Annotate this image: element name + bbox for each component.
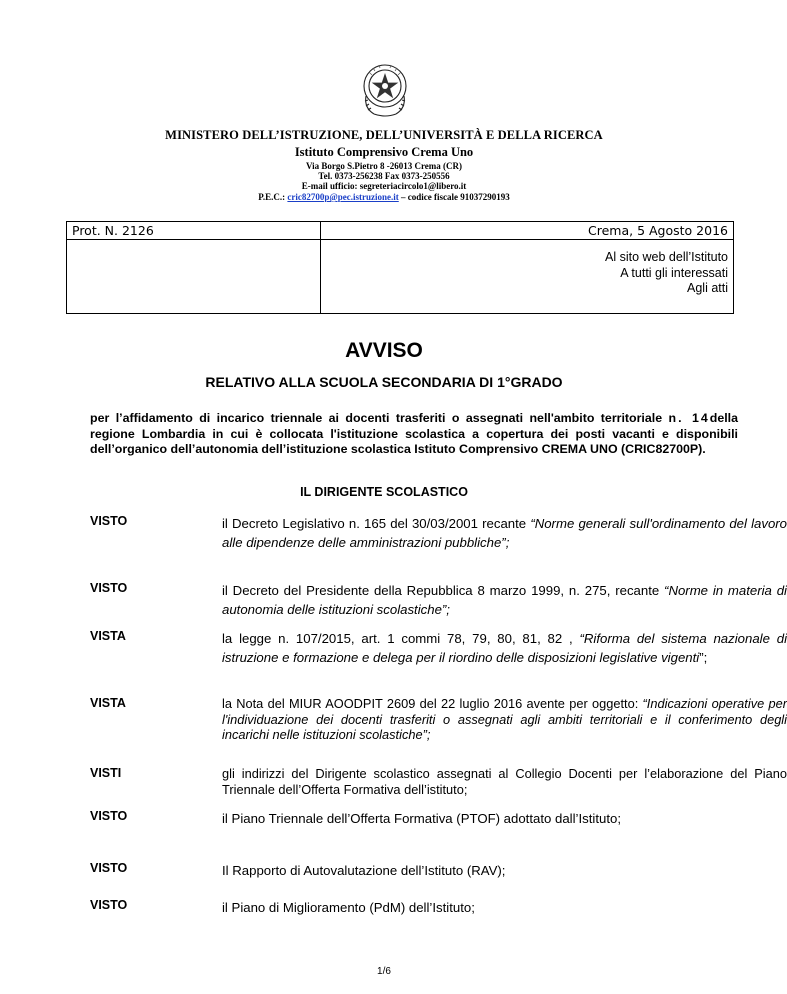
- recipient: Agli atti: [687, 281, 728, 295]
- premise-text: Il Rapporto di Autovalutazione dell’Istituto (RAV);: [222, 863, 506, 878]
- protocol-table: [66, 221, 734, 314]
- republic-emblem-icon: [360, 60, 410, 118]
- page-number: 1/6: [377, 966, 391, 977]
- premise-text: la legge n. 107/2015, art. 1 commi 78, 79, 80, 81, 82 , “Riforma del sistema nazionale di istruzione e formazione e delega per il riordino delle disposizioni legislative vigenti”;: [222, 631, 787, 665]
- premise-keyword: VISTO: [90, 514, 128, 528]
- ministry-name: MINISTERO DELL’ISTRUZIONE, DELL’UNIVERSITÀ E DELLA RICERCA: [165, 128, 603, 142]
- premise-text: il Decreto del Presidente della Repubblica 8 marzo 1999, n. 275, recante “Norme in materia di autonomia delle istituzioni scolastiche”;: [222, 583, 787, 617]
- recipient: Al sito web dell’Istituto: [605, 250, 728, 264]
- premise-keyword: VISTA: [90, 696, 126, 710]
- premise-keyword: VISTA: [90, 629, 126, 643]
- premise-text: la Nota del MIUR AOODPIT 2609 del 22 luglio 2016 avente per oggetto: “Indicazioni operative per l'individuazione dei docenti trasferiti o assegnati agli ambiti territoriali e il conferimento degli incarichi nelle istituzioni scolastiche”;: [222, 696, 787, 742]
- premise-keyword: VISTI: [90, 766, 122, 780]
- tax-code: – codice fiscale 91037290193: [398, 192, 510, 202]
- protocol-number: Prot. N. 2126: [67, 222, 321, 240]
- premise-text: gli indirizzi del Dirigente scolastico assegnati al Collegio Docenti per l’elaborazione del Piano Triennale dell’Offerta Formativa dell’istituto;: [222, 766, 787, 797]
- premise-keyword: VISTO: [90, 898, 128, 912]
- protocol-date: Crema, 5 Agosto 2016: [320, 222, 733, 240]
- premise-text: il Piano Triennale dell’Offerta Formativa (PTOF) adottato dall’Istituto;: [222, 811, 621, 826]
- recipients-cell: [320, 240, 733, 314]
- premise-text: il Decreto Legislativo n. 165 del 30/03/2001 recante “Norme generali sull'ordinamento del lavoro alle dipendenze delle amministrazioni pubbliche”;: [222, 516, 787, 550]
- pec-link[interactable]: cric82700p@pec.istruzione.it: [287, 192, 399, 202]
- notice-title: AVVISO: [345, 339, 423, 362]
- notice-intro: [90, 411, 738, 458]
- signatory-heading: IL DIRIGENTE SCOLASTICO: [300, 485, 468, 499]
- premise-keyword: VISTO: [90, 861, 128, 875]
- school-email: E-mail ufficio: segreteriacircolo1@libero.it: [301, 181, 467, 191]
- protocol-empty-cell: [67, 240, 321, 314]
- premise-keyword: VISTO: [90, 809, 128, 823]
- school-pec-line: [0, 192, 768, 202]
- premise-text: il Piano di Miglioramento (PdM) dell’Istituto;: [222, 900, 475, 915]
- intro-ambito: n. 14: [668, 411, 710, 425]
- school-name: Istituto Comprensivo Crema Uno: [294, 145, 474, 159]
- school-phone: Tel. 0373-256238 Fax 0373-250556: [318, 171, 450, 181]
- pec-prefix: P.E.C.:: [258, 192, 288, 202]
- premise-keyword: VISTO: [90, 581, 128, 595]
- school-address: Via Borgo S.Pietro 8 -26013 Crema (CR): [305, 161, 463, 171]
- intro-text: per l’affidamento di incarico triennale ai docenti trasferiti o assegnati nell'ambito territoriale: [90, 411, 669, 425]
- intro-text: della regione Lombardia in cui è collocata l'istituzione scolastica a copertura dei posti vacanti e disponibili dell’organico dell’autonomia dell’istituzione scolastica Istituto Comprensivo CREMA UNO (CRIC82700P).: [90, 411, 738, 456]
- recipient: A tutti gli interessati: [620, 265, 728, 280]
- notice-subtitle: RELATIVO ALLA SCUOLA SECONDARIA DI 1°GRADO: [205, 374, 563, 390]
